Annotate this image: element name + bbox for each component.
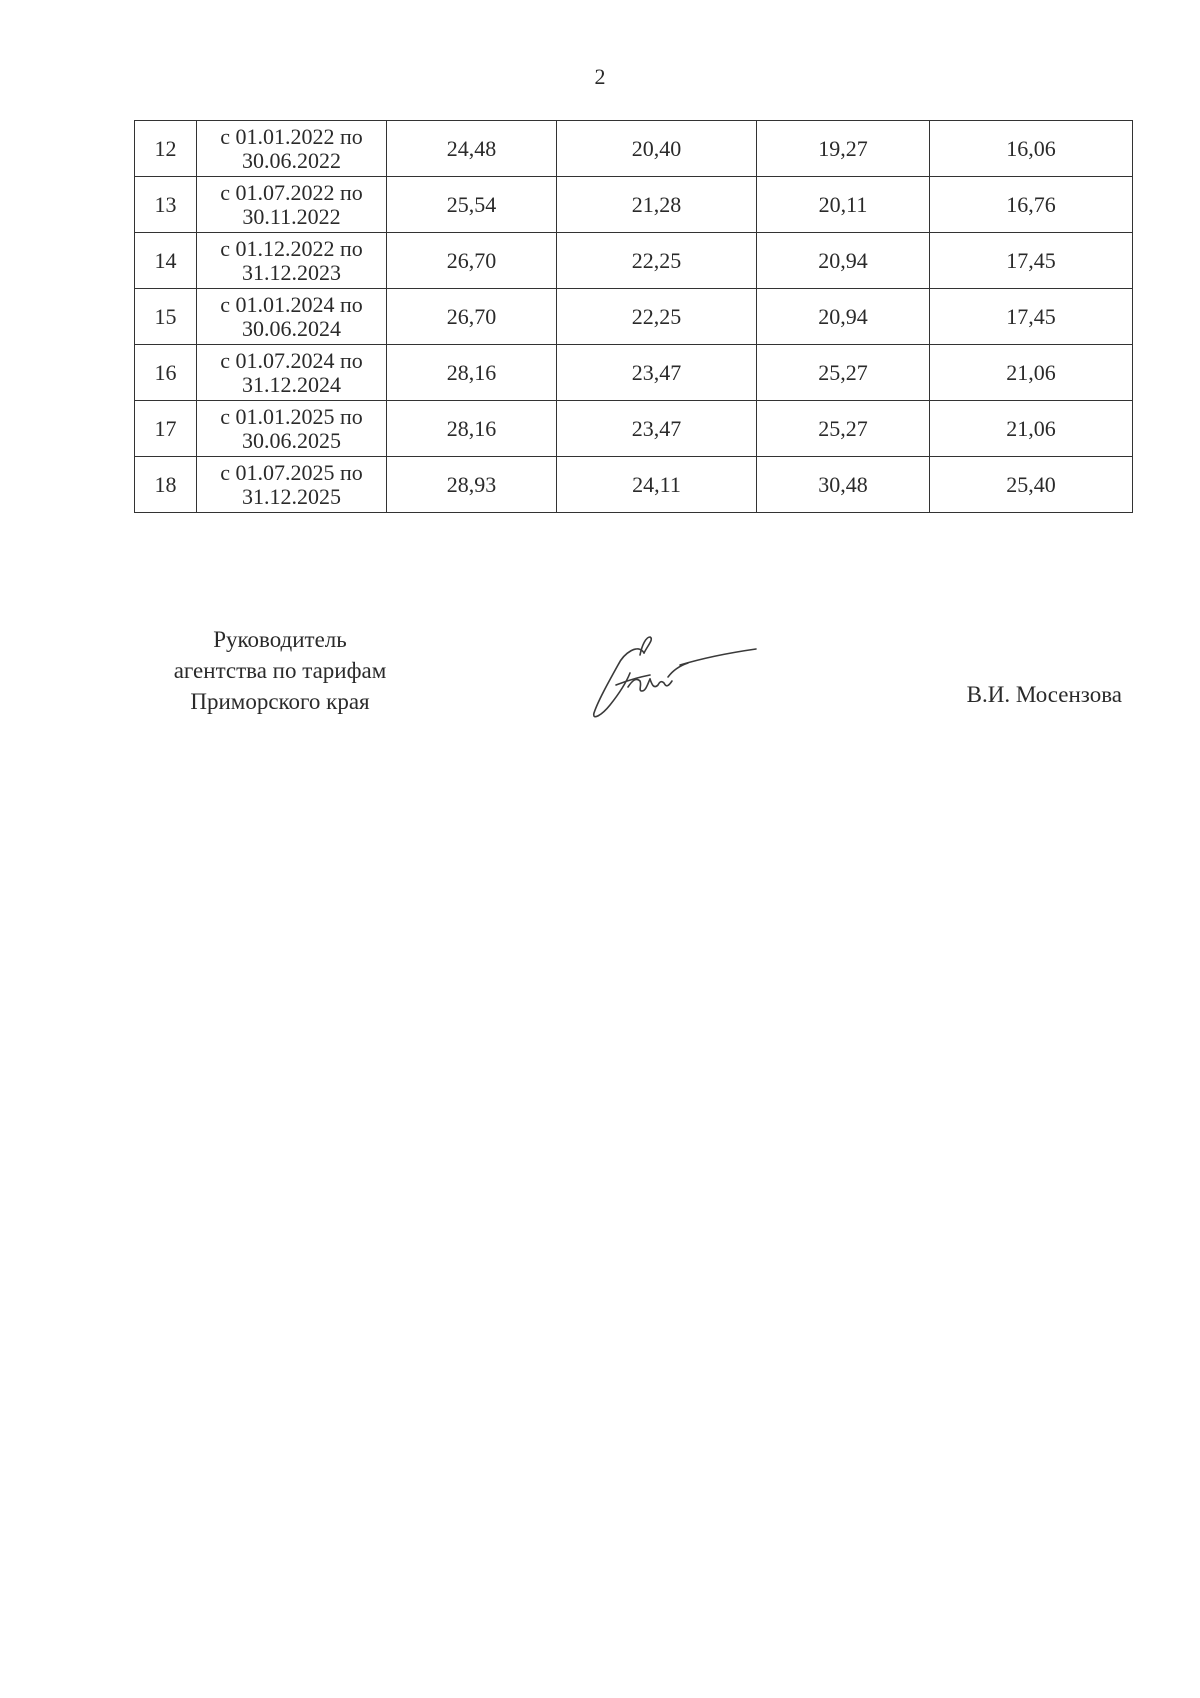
handwritten-signature: [588, 625, 763, 725]
signatory-title-line-2: агентства по тарифам: [173, 658, 387, 683]
row-number: 18: [135, 457, 197, 513]
value-cell-4: 21,06: [930, 345, 1133, 401]
value-cell-3: 19,27: [757, 121, 930, 177]
value-cell-4: 16,06: [930, 121, 1133, 177]
table-row: [135, 121, 1133, 177]
row-number: 17: [135, 401, 197, 457]
value-cell-2: 23,47: [557, 401, 757, 457]
period-from: с 01.01.2024 по: [220, 291, 363, 317]
signatory-title-line-1: Руководитель: [213, 627, 347, 652]
value-cell-4: 16,76: [930, 177, 1133, 233]
value-cell-1: 28,16: [387, 345, 557, 401]
signer-name: В.И. Мосензова: [966, 682, 1122, 707]
period-to: 30.06.2025: [242, 427, 341, 453]
value-cell-3: 20,11: [757, 177, 930, 233]
value-cell-4: 25,40: [930, 457, 1133, 513]
table-row: [135, 401, 1133, 457]
period-to: 30.11.2022: [242, 203, 341, 229]
value-cell-3: 25,27: [757, 401, 930, 457]
value-cell-3: 20,94: [757, 289, 930, 345]
table-row: [135, 345, 1133, 401]
value-cell-2: 24,11: [557, 457, 757, 513]
period-from: с 01.07.2024 по: [220, 347, 363, 373]
period-to: 30.06.2022: [242, 147, 341, 173]
page-number: 2: [594, 64, 606, 89]
signatory-title-line-3: Приморского края: [190, 689, 370, 714]
signatory-title: [140, 624, 420, 717]
period-cell: [197, 177, 387, 233]
period-cell: [197, 401, 387, 457]
row-number: 14: [135, 233, 197, 289]
table-row: [135, 457, 1133, 513]
table-row: [135, 177, 1133, 233]
value-cell-1: 24,48: [387, 121, 557, 177]
period-cell: [197, 345, 387, 401]
value-cell-2: 20,40: [557, 121, 757, 177]
period-cell: [197, 121, 387, 177]
value-cell-2: 22,25: [557, 233, 757, 289]
period-from: с 01.12.2022 по: [220, 235, 363, 261]
row-number: 16: [135, 345, 197, 401]
value-cell-3: 25,27: [757, 345, 930, 401]
value-cell-4: 21,06: [930, 401, 1133, 457]
period-from: с 01.07.2025 по: [220, 459, 363, 485]
value-cell-4: 17,45: [930, 289, 1133, 345]
period-to: 31.12.2023: [242, 259, 341, 285]
period-to: 30.06.2024: [242, 315, 341, 341]
tariff-table: [134, 120, 1133, 513]
period-cell: [197, 233, 387, 289]
period-to: 31.12.2024: [242, 371, 341, 397]
value-cell-4: 17,45: [930, 233, 1133, 289]
value-cell-3: 20,94: [757, 233, 930, 289]
table-row: [135, 289, 1133, 345]
row-number: 13: [135, 177, 197, 233]
table-row: [135, 233, 1133, 289]
value-cell-1: 26,70: [387, 233, 557, 289]
value-cell-2: 21,28: [557, 177, 757, 233]
period-from: с 01.01.2022 по: [220, 123, 363, 149]
row-number: 15: [135, 289, 197, 345]
value-cell-1: 28,93: [387, 457, 557, 513]
period-from: с 01.07.2022 по: [220, 179, 363, 205]
period-to: 31.12.2025: [242, 483, 341, 509]
value-cell-1: 26,70: [387, 289, 557, 345]
value-cell-2: 23,47: [557, 345, 757, 401]
period-cell: [197, 289, 387, 345]
value-cell-1: 28,16: [387, 401, 557, 457]
period-cell: [197, 457, 387, 513]
value-cell-1: 25,54: [387, 177, 557, 233]
value-cell-2: 22,25: [557, 289, 757, 345]
row-number: 12: [135, 121, 197, 177]
period-from: с 01.01.2025 по: [220, 403, 363, 429]
value-cell-3: 30,48: [757, 457, 930, 513]
